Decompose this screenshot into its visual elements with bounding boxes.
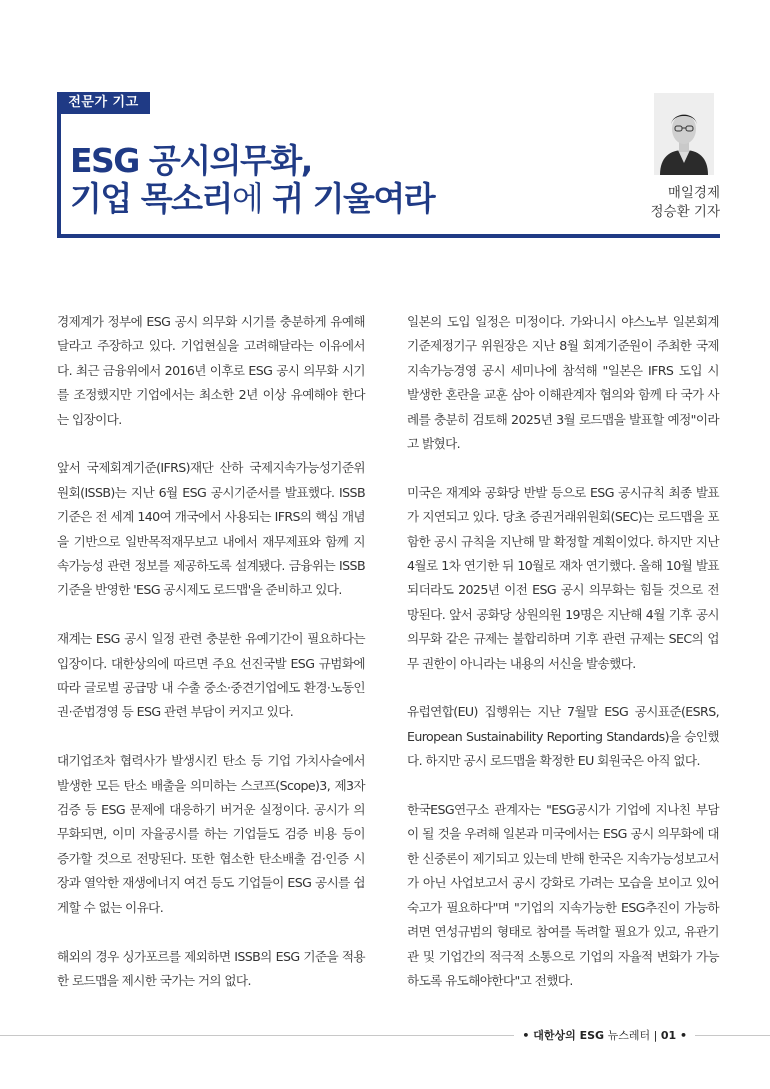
paragraph: 경제계가 정부에 ESG 공시 의무화 시기를 충분하게 유예해 달라고 주장하고 있다. 기업현실을 고려해달라는 이유에서다. 최근 금융위에서 2016년 이후로 ESG 공시 의무화 시기를 조정했지만 기업에서는 최소한 2년 이상 유예해야 한다는 입장이다. (57, 314, 365, 427)
footer-bullet-icon: • (522, 1029, 534, 1042)
paragraph: 대기업조차 협력사가 발생시킨 탄소 등 기업 가치사슬에서 발생한 모든 탄소 배출을 의미하는 스코프(Scope)3, 제3자 검증 등 ESG 문제에 대응하기 버거운 실정이다. 공시가 의무화되면, 이미 자율공시를 하는 기업들도 검증 비용 등이 증가할 것으로 전망된다. 또한 협소한 탄소배출 검·인증 시장과 열악한 재생에너지 여건 등도 기업들이 ESG 공시를 쉽게할 수 없는 이유다. (57, 753, 365, 915)
footer (514, 1028, 695, 1044)
byline-org: 매일경제 (667, 185, 720, 201)
byline (651, 184, 721, 222)
section-tag: 전문가 기고 (57, 92, 150, 114)
headline (70, 142, 540, 218)
article-column-left (57, 310, 365, 1018)
paragraph: 일본의 도입 일정은 미정이다. 가와니시 야스노부 일본회계기준제정기구 위원장은 지난 8월 회계기준원이 주최한 국제 지속가능경영 공시 세미나에 참석해 "일본은 IFRS 도입 시 발생한 혼란을 교훈 삼아 이해관계자 협의와 함께 타 국가 사례를 충분히 검토해 2025년 3월 로드맵을 발표할 예정"이라고 밝혔다. (407, 314, 719, 452)
paragraph: 앞서 국제회계기준(IFRS)재단 산하 국제지속가능성기준위원회(ISSB)는 지난 6월 ESG 공시기준서를 발표했다. ISSB 기준은 전 세계 140여 개국에서 사용되는 IFRS의 핵심 개념을 기반으로 일반목적재무보고 내에서 재무제표와 함께 지속가능성 관련 정보를 제공하도록 설계됐다. 금융위는 ISSB 기준을 반영한 'ESG 공시제도 로드맵'을 준비하고 있다. (57, 460, 365, 598)
byline-author: 정승환 기자 (650, 204, 720, 220)
headline-part-c: 귀 기울여라 (262, 179, 435, 218)
headline-part-a: 기업 목소리 (70, 179, 232, 218)
paragraph: 재계는 ESG 공시 일정 관련 충분한 유예기간이 필요하다는 입장이다. 대한상의에 따르면 주요 선진국발 ESG 규범화에 따라 글로벌 공급망 내 수출 중소·중견기업에도 환경·노동인권·준법경영 등 ESG 관련 부담이 커지고 있다. (57, 631, 365, 720)
paragraph: 해외의 경우 싱가포르를 제외하면 ISSB의 ESG 기준을 적용한 로드맵을 제시한 국가는 거의 없다. (57, 948, 365, 988)
author-photo (654, 93, 714, 175)
footer-bullet-icon: • (676, 1029, 687, 1042)
person-portrait-icon (654, 93, 714, 175)
paragraph: 미국은 재계와 공화당 반발 등으로 ESG 공시규칙 최종 발표가 지연되고 있다. 당초 증권거래위원회(SEC)는 로드맵을 포함한 공시 규칙을 지난해 말 확정할 계획이었다. 하지만 지난 4월로 1차 연기한 뒤 10월로 재차 연기했다. 올해 10월 발표되더라도 2025년 이전 ESG 공시 의무화는 힘들 것으로 전망된다. 앞서 공화당 상원의원 19명은 지난해 4월 기후 공시 의무화 같은 규제는 불합리하며 기후 관련 규제는 SEC의 업무 권한이 아니라는 내용의 서신을 발송했다. (407, 484, 719, 671)
page-number: 01 (660, 1029, 677, 1042)
headline-line-2 (70, 180, 540, 218)
paragraph: 한국ESG연구소 관계자는 "ESG공시가 기업에 지나친 부담이 될 것을 우려해 일본과 미국에서는 ESG 공시 의무화에 대한 신중론이 제기되고 있는데 반해 한국은 지속가능성보고서가 아닌 사업보고서 공시 강화로 가려는 모습을 보이고 있어 숙고가 필요하다"며 "기업의 지속가능한 ESG추진이 가능하려면 연성규범의 형태로 참여를 독려할 필요가 있고, 유관기관 및 기업간의 적극적 소통으로 기업의 자율적 변화가 가능하도록 유도해야한다"고 전했다. (407, 802, 719, 988)
footer-publication: 대한상의 ESG (533, 1029, 605, 1042)
footer-newsletter: 뉴스레터 (604, 1029, 651, 1042)
article-column-right (407, 310, 719, 1018)
headline-part-b: 에 (231, 179, 263, 218)
headline-line-1: ESG 공시의무화, (70, 141, 312, 180)
paragraph: 유럽연합(EU) 집행위는 지난 7월말 ESG 공시표준(ESRS, European Sustainability Reporting Standards)을 승인했다. 하지만 공시 로드맵을 확정한 EU 회원국은 아직 없다. (407, 704, 719, 769)
footer-separator: | (650, 1029, 661, 1042)
